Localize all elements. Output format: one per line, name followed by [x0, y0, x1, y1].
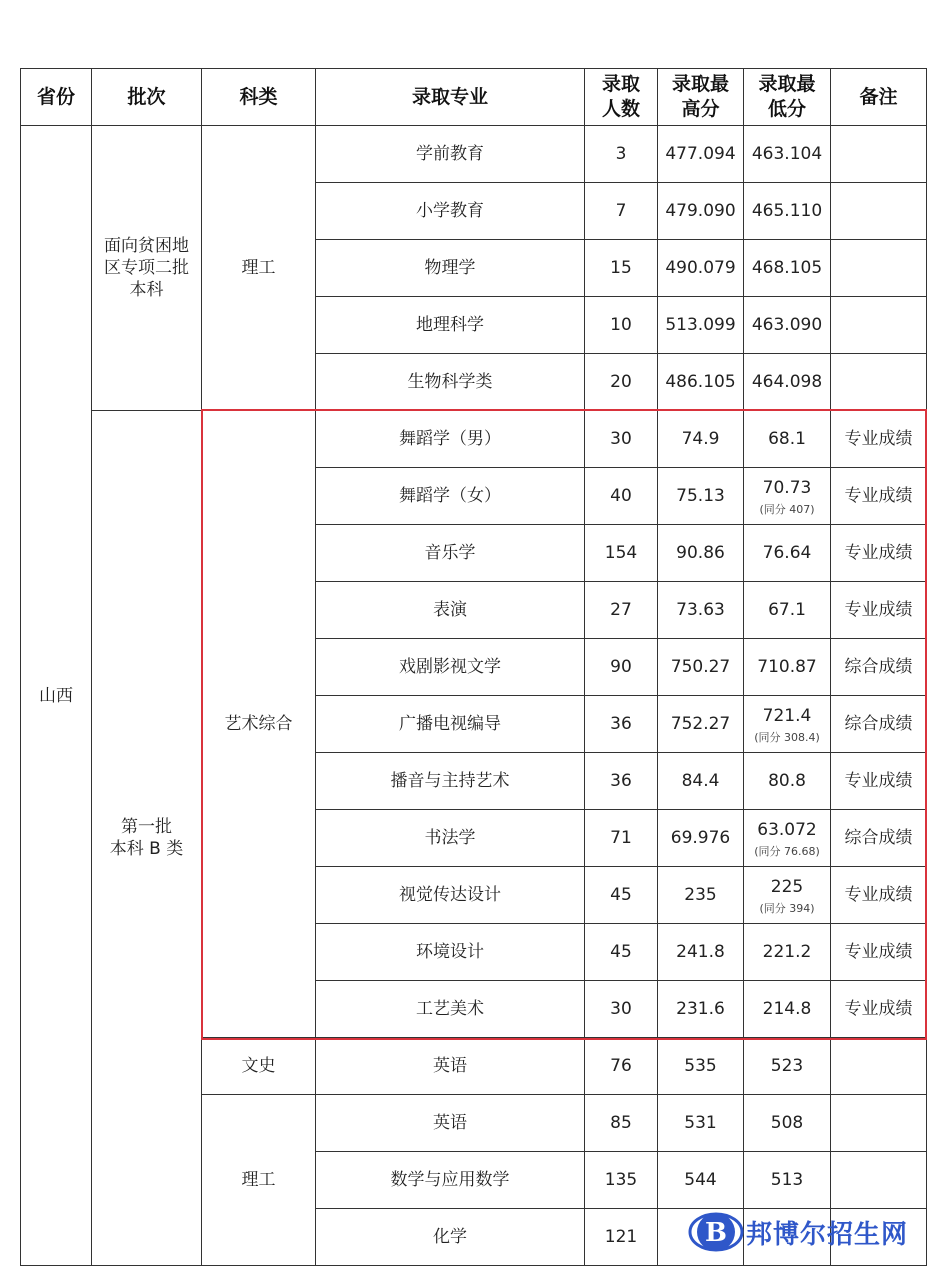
note-cell: 综合成绩 [831, 639, 927, 696]
count-cell: 154 [585, 525, 658, 582]
major-cell: 书法学 [316, 810, 585, 867]
major-cell: 地理科学 [316, 297, 585, 354]
max-score-cell: 535 [658, 1038, 744, 1095]
min-score-cell [744, 981, 831, 1038]
major-cell: 英语 [316, 1095, 585, 1152]
major-cell: 数学与应用数学 [316, 1152, 585, 1209]
note-cell [831, 354, 927, 411]
min-score-cell [744, 582, 831, 639]
count-cell: 121 [585, 1209, 658, 1266]
major-cell: 环境设计 [316, 924, 585, 981]
category-cell: 艺术综合 [202, 411, 316, 1038]
min-score-value: 710.87 [757, 657, 817, 677]
max-score-cell: 73.63 [658, 582, 744, 639]
header-max-line1: 录取最 [671, 73, 729, 95]
header-note: 备注 [831, 69, 927, 126]
min-score-cell [744, 810, 831, 867]
min-score-value: 468.105 [751, 258, 823, 278]
category-cell: 理工 [202, 126, 316, 411]
header-count-line2: 人数 [601, 98, 640, 120]
note-cell [831, 183, 927, 240]
min-score-value: 508 [770, 1113, 804, 1133]
note-cell: 专业成绩 [831, 468, 927, 525]
min-score-cell [744, 183, 831, 240]
count-cell: 30 [585, 411, 658, 468]
count-cell: 36 [585, 753, 658, 810]
count-cell: 3 [585, 126, 658, 183]
count-cell: 71 [585, 810, 658, 867]
major-cell: 播音与主持艺术 [316, 753, 585, 810]
header-major: 录取专业 [316, 69, 585, 126]
count-cell: 15 [585, 240, 658, 297]
max-score-cell: 84.4 [658, 753, 744, 810]
min-score-cell [744, 126, 831, 183]
min-score-cell [744, 867, 831, 924]
max-score-cell: 490.079 [658, 240, 744, 297]
max-score-cell: 486.105 [658, 354, 744, 411]
note-cell [831, 1095, 927, 1152]
major-cell: 表演 [316, 582, 585, 639]
max-score-cell: 235 [658, 867, 744, 924]
max-score-cell: 90.86 [658, 525, 744, 582]
header-max-score [658, 69, 744, 126]
tie-score-note: (同分 76.68) [754, 844, 820, 858]
note-cell: 专业成绩 [831, 525, 927, 582]
max-score-cell: 479.090 [658, 183, 744, 240]
min-score-cell [744, 525, 831, 582]
min-score-cell [744, 354, 831, 411]
max-score-cell: 74.9 [658, 411, 744, 468]
merged-line: 本科 B 类 [109, 839, 184, 859]
note-cell [831, 126, 927, 183]
min-score-value: 214.8 [762, 999, 812, 1019]
province-cell: 山西 [21, 126, 92, 1266]
count-cell: 40 [585, 468, 658, 525]
min-score-value: 80.8 [768, 771, 806, 791]
major-cell: 学前教育 [316, 126, 585, 183]
min-score-value: 221.2 [762, 942, 812, 962]
note-cell [831, 1152, 927, 1209]
min-score-cell [744, 240, 831, 297]
batch-cell [92, 126, 202, 411]
count-cell: 10 [585, 297, 658, 354]
min-score-cell [744, 1038, 831, 1095]
count-cell: 7 [585, 183, 658, 240]
header-max-line2: 高分 [681, 98, 720, 120]
header-count [585, 69, 658, 126]
tie-score-note: (同分 394) [759, 901, 815, 915]
header-province: 省份 [21, 69, 92, 126]
min-score-value: 70.73 [762, 477, 812, 498]
min-score-cell [744, 297, 831, 354]
batch-cell [92, 411, 202, 1266]
min-score-value: 225 [770, 876, 804, 897]
count-cell: 85 [585, 1095, 658, 1152]
svg-text:B: B [705, 1218, 727, 1248]
major-cell: 工艺美术 [316, 981, 585, 1038]
major-cell: 音乐学 [316, 525, 585, 582]
merged-line: 面向贫困地 [104, 236, 189, 256]
merged-line: 本科 [129, 280, 164, 300]
count-cell: 27 [585, 582, 658, 639]
min-score-cell [744, 1095, 831, 1152]
major-cell: 生物科学类 [316, 354, 585, 411]
min-score-cell [744, 639, 831, 696]
major-cell: 视觉传达设计 [316, 867, 585, 924]
min-score-value: 76.64 [762, 543, 812, 563]
min-score-value: 463.104 [751, 144, 823, 164]
note-cell [831, 1038, 927, 1095]
header-min-line1: 录取最 [758, 73, 816, 95]
max-score-cell: 544 [658, 1152, 744, 1209]
count-cell: 90 [585, 639, 658, 696]
min-score-cell [744, 1152, 831, 1209]
min-score-value: 464.098 [751, 372, 823, 392]
min-score-value: 67.1 [768, 600, 806, 620]
table-row [21, 126, 927, 183]
count-cell: 135 [585, 1152, 658, 1209]
merged-line: 区专项二批 [104, 258, 189, 278]
header-batch: 批次 [92, 69, 202, 126]
category-cell: 文史 [202, 1038, 316, 1095]
admission-table [20, 68, 927, 1266]
major-cell: 英语 [316, 1038, 585, 1095]
category-cell: 理工 [202, 1095, 316, 1266]
note-cell [831, 240, 927, 297]
count-cell: 20 [585, 354, 658, 411]
min-score-value: 721.4 [762, 705, 812, 726]
min-score-value: 63.072 [757, 819, 817, 840]
min-score-cell [744, 411, 831, 468]
note-cell: 专业成绩 [831, 981, 927, 1038]
max-score-cell: 513.099 [658, 297, 744, 354]
min-score-cell [744, 924, 831, 981]
note-cell: 专业成绩 [831, 411, 927, 468]
tie-score-note: (同分 308.4) [754, 730, 820, 744]
header-category: 科类 [202, 69, 316, 126]
watermark-text: 邦博尔招生网 [746, 1219, 909, 1250]
note-cell: 专业成绩 [831, 924, 927, 981]
note-cell: 综合成绩 [831, 696, 927, 753]
header-min-line2: 低分 [767, 98, 806, 120]
count-cell: 30 [585, 981, 658, 1038]
min-score-value: 68.1 [768, 429, 806, 449]
min-score-cell [744, 468, 831, 525]
max-score-cell: 75.13 [658, 468, 744, 525]
major-cell: 化学 [316, 1209, 585, 1266]
min-score-value: 463.090 [751, 315, 823, 335]
major-cell: 广播电视编导 [316, 696, 585, 753]
b-logo-icon [688, 1208, 744, 1256]
merged-line: 第一批 [121, 817, 172, 837]
count-cell: 36 [585, 696, 658, 753]
max-score-cell: 477.094 [658, 126, 744, 183]
major-cell: 舞蹈学（女） [316, 468, 585, 525]
header-count-line1: 录取 [601, 73, 640, 95]
note-cell: 专业成绩 [831, 867, 927, 924]
major-cell: 小学教育 [316, 183, 585, 240]
count-cell: 76 [585, 1038, 658, 1095]
watermark [688, 1208, 928, 1256]
note-cell: 综合成绩 [831, 810, 927, 867]
count-cell: 45 [585, 924, 658, 981]
min-score-cell [744, 696, 831, 753]
tie-score-note: (同分 407) [759, 502, 815, 516]
min-score-value: 523 [770, 1056, 804, 1076]
max-score-cell: 750.27 [658, 639, 744, 696]
min-score-value: 465.110 [751, 201, 823, 221]
header-row [21, 69, 927, 126]
count-cell: 45 [585, 867, 658, 924]
max-score-cell: 241.8 [658, 924, 744, 981]
note-cell [831, 297, 927, 354]
note-cell: 专业成绩 [831, 582, 927, 639]
header-min-score [744, 69, 831, 126]
max-score-cell: 231.6 [658, 981, 744, 1038]
major-cell: 物理学 [316, 240, 585, 297]
table-row [21, 411, 927, 468]
min-score-value: 513 [770, 1170, 804, 1190]
max-score-cell: 752.27 [658, 696, 744, 753]
max-score-cell: 531 [658, 1095, 744, 1152]
min-score-cell [744, 753, 831, 810]
table-body [21, 126, 927, 1266]
major-cell: 舞蹈学（男） [316, 411, 585, 468]
major-cell: 戏剧影视文学 [316, 639, 585, 696]
max-score-cell: 69.976 [658, 810, 744, 867]
note-cell: 专业成绩 [831, 753, 927, 810]
